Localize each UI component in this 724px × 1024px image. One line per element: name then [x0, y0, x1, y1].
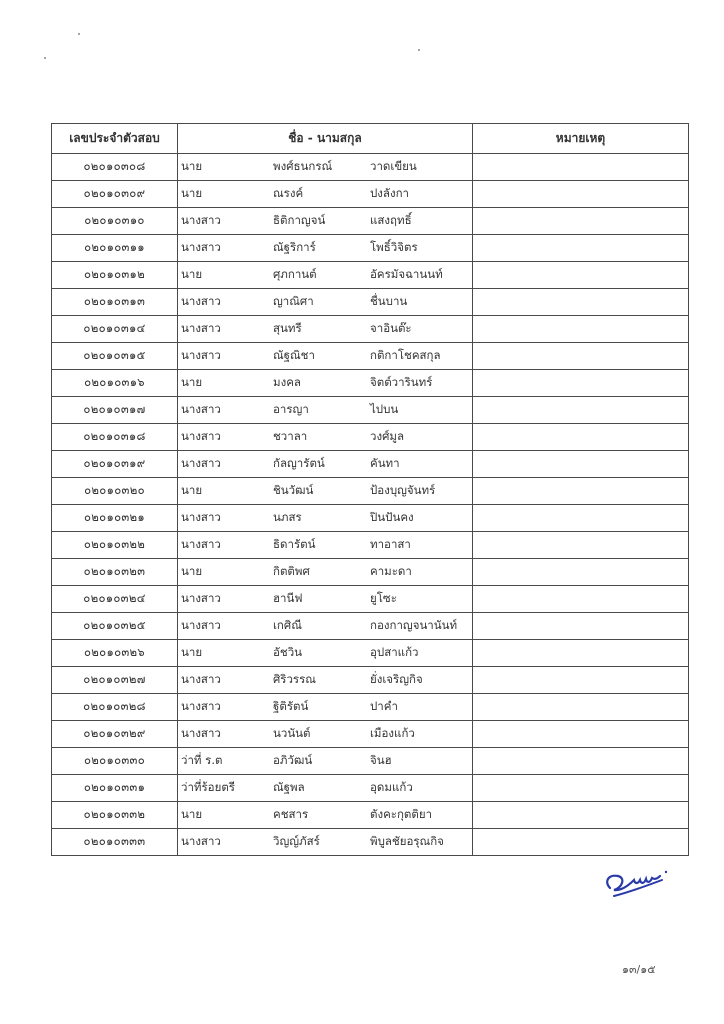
last-name: ปงลังกา	[370, 186, 409, 200]
table-row	[52, 721, 689, 748]
name-cell	[178, 154, 473, 181]
last-name: ป้องบุญจันทร์	[370, 483, 436, 497]
name-cell	[178, 289, 473, 316]
exam-id-cell: ๐๒๐๑๐๓๑๗	[52, 397, 178, 424]
name-title: นางสาว	[181, 402, 221, 416]
last-name: ปาคำ	[370, 699, 398, 713]
remark-cell	[473, 532, 689, 559]
last-name: วาดเขียน	[370, 159, 417, 173]
first-name: ณัฐพล	[273, 780, 305, 794]
first-name: สุนทรี	[273, 321, 302, 335]
name-cell	[178, 613, 473, 640]
last-name: ยูโซะ	[370, 591, 397, 605]
remark-cell	[473, 370, 689, 397]
table-row	[52, 181, 689, 208]
remark-cell	[473, 316, 689, 343]
name-cell	[178, 343, 473, 370]
name-title: นาย	[181, 186, 203, 200]
exam-id-cell: ๐๒๐๑๐๓๒๙	[52, 721, 178, 748]
exam-id-cell: ๐๒๐๑๐๓๒๐	[52, 478, 178, 505]
first-name: ณัฐณิชา	[273, 348, 315, 362]
remark-cell	[473, 424, 689, 451]
name-cell	[178, 235, 473, 262]
name-title: นางสาว	[181, 591, 221, 605]
name-title: ว่าที่ร้อยตรี	[181, 780, 235, 794]
exam-id-cell: ๐๒๐๑๐๓๓๐	[52, 748, 178, 775]
first-name: อารญา	[273, 402, 309, 416]
name-cell	[178, 748, 473, 775]
exam-id-cell: ๐๒๐๑๐๓๑๒	[52, 262, 178, 289]
table-row	[52, 694, 689, 721]
table-row	[52, 775, 689, 802]
last-name: เมืองแก้ว	[370, 726, 415, 740]
table-row	[52, 748, 689, 775]
name-title: นางสาว	[181, 240, 221, 254]
exam-id-cell: ๐๒๐๑๐๓๑๘	[52, 424, 178, 451]
name-title: นางสาว	[181, 456, 221, 470]
exam-id-cell: ๐๒๐๑๐๓๓๑	[52, 775, 178, 802]
remark-cell	[473, 478, 689, 505]
remark-cell	[473, 181, 689, 208]
table-row	[52, 262, 689, 289]
last-name: วงศ์มูล	[370, 429, 405, 443]
first-name: ญาณิศา	[273, 294, 314, 308]
name-cell	[178, 694, 473, 721]
exam-id-cell: ๐๒๐๑๐๓๑๖	[52, 370, 178, 397]
name-title: นาย	[181, 159, 203, 173]
signature	[600, 866, 680, 902]
exam-id-cell: ๐๒๐๑๐๓๒๓	[52, 559, 178, 586]
table-row	[52, 478, 689, 505]
remark-cell	[473, 289, 689, 316]
exam-id-cell: ๐๒๐๑๐๓๒๑	[52, 505, 178, 532]
first-name: วิญญ์ภัสร์	[273, 834, 320, 848]
name-cell	[178, 532, 473, 559]
last-name: อัครมัจฉานนท์	[370, 267, 443, 281]
first-name: ณรงค์	[273, 186, 304, 200]
table-row	[52, 397, 689, 424]
exam-id-cell: ๐๒๐๑๐๓๑๐	[52, 208, 178, 235]
page-number: ๑๓/๑๕	[622, 963, 656, 976]
name-title: นางสาว	[181, 348, 221, 362]
table-row	[52, 613, 689, 640]
scan-speck	[44, 57, 46, 59]
candidate-table	[51, 123, 689, 856]
scan-speck	[418, 49, 420, 51]
exam-id-cell: ๐๒๐๑๐๓๒๔	[52, 586, 178, 613]
exam-id-cell: ๐๒๐๑๐๓๒๘	[52, 694, 178, 721]
last-name: กติกาโชคสกุล	[370, 348, 441, 362]
remark-cell	[473, 505, 689, 532]
name-cell	[178, 667, 473, 694]
exam-id-cell: ๐๒๐๑๐๓๒๖	[52, 640, 178, 667]
last-name: จินฮ	[370, 753, 392, 767]
first-name: อภิวัฒน์	[273, 753, 313, 767]
table-row	[52, 586, 689, 613]
first-name: ฐิติรัตน์	[273, 699, 309, 713]
last-name: คามะดา	[370, 564, 412, 578]
header-remark: หมายเหตุ	[473, 124, 689, 154]
remark-cell	[473, 451, 689, 478]
name-title: นางสาว	[181, 699, 221, 713]
first-name: กิตติพศ	[273, 564, 310, 578]
table-row	[52, 451, 689, 478]
name-cell	[178, 316, 473, 343]
first-name: เกศิณี	[273, 618, 302, 632]
first-name: ชวาลา	[273, 429, 308, 443]
name-cell	[178, 451, 473, 478]
exam-id-cell: ๐๒๐๑๐๓๒๒	[52, 532, 178, 559]
last-name: โพธิ์วิจิตร	[370, 240, 418, 254]
exam-id-cell: ๐๒๐๑๐๓๓๒	[52, 802, 178, 829]
remark-cell	[473, 667, 689, 694]
name-title: นาย	[181, 267, 203, 281]
first-name: ศิริวรรณ	[273, 672, 316, 686]
remark-cell	[473, 721, 689, 748]
name-cell	[178, 829, 473, 856]
remark-cell	[473, 586, 689, 613]
name-cell	[178, 586, 473, 613]
name-cell	[178, 478, 473, 505]
last-name: คันทา	[370, 456, 400, 470]
table-row	[52, 829, 689, 856]
remark-cell	[473, 802, 689, 829]
table-row	[52, 208, 689, 235]
exam-id-cell: ๐๒๐๑๐๓๑๔	[52, 316, 178, 343]
last-name: กองกาญจนานันท์	[370, 618, 458, 632]
name-cell	[178, 802, 473, 829]
last-name: จิตต์วารินทร์	[370, 375, 433, 389]
exam-id-cell: ๐๒๐๑๐๓๑๑	[52, 235, 178, 262]
name-title: นาย	[181, 807, 203, 821]
table-row	[52, 370, 689, 397]
remark-cell	[473, 262, 689, 289]
remark-cell	[473, 694, 689, 721]
last-name: แสงฤทธิ์	[370, 213, 412, 227]
exam-id-cell: ๐๒๐๑๐๓๓๓	[52, 829, 178, 856]
name-cell	[178, 424, 473, 451]
table-row	[52, 532, 689, 559]
scan-speck	[78, 33, 80, 35]
name-cell	[178, 559, 473, 586]
last-name: พิบูลชัยอรุณกิจ	[370, 834, 444, 848]
table-row	[52, 289, 689, 316]
name-cell	[178, 262, 473, 289]
remark-cell	[473, 559, 689, 586]
first-name: ธิติกาญจน์	[273, 213, 326, 227]
last-name: ตังคะกุตติยา	[370, 807, 433, 821]
last-name: จาอินต๊ะ	[370, 321, 412, 335]
name-cell	[178, 505, 473, 532]
first-name: นวนันต์	[273, 726, 311, 740]
first-name: ณัฐริการ์	[273, 240, 316, 254]
exam-id-cell: ๐๒๐๑๐๓๐๙	[52, 181, 178, 208]
exam-id-cell: ๐๒๐๑๐๓๑๓	[52, 289, 178, 316]
remark-cell	[473, 613, 689, 640]
last-name: ทาอาสา	[370, 537, 411, 551]
exam-id-cell: ๐๒๐๑๐๓๑๙	[52, 451, 178, 478]
header-name: ชื่อ - นามสกุล	[178, 124, 473, 154]
first-name: ชินวัฒน์	[273, 483, 314, 497]
last-name: ยั่งเจริญกิจ	[370, 672, 423, 686]
first-name: อัชวิน	[273, 645, 303, 659]
remark-cell	[473, 748, 689, 775]
last-name: ปินปันคง	[370, 510, 414, 524]
table-row	[52, 559, 689, 586]
name-title: นางสาว	[181, 726, 221, 740]
exam-id-cell: ๐๒๐๑๐๓๒๗	[52, 667, 178, 694]
table-row	[52, 667, 689, 694]
name-title: นาย	[181, 564, 203, 578]
name-cell	[178, 370, 473, 397]
first-name: กัลญารัตน์	[273, 456, 325, 470]
remark-cell	[473, 154, 689, 181]
name-title: นาย	[181, 483, 203, 497]
remark-cell	[473, 235, 689, 262]
name-title: นางสาว	[181, 672, 221, 686]
name-title: นางสาว	[181, 537, 221, 551]
name-title: ว่าที่ ร.ต	[181, 753, 223, 767]
table-header-row	[52, 124, 689, 154]
first-name: ศุภกานต์	[273, 267, 317, 281]
last-name: อุดมแก้ว	[370, 780, 413, 794]
exam-id-cell: ๐๒๐๑๐๓๒๕	[52, 613, 178, 640]
last-name: ไปบน	[370, 402, 399, 416]
exam-id-cell: ๐๒๐๑๐๓๑๕	[52, 343, 178, 370]
name-cell	[178, 208, 473, 235]
name-title: นางสาว	[181, 429, 221, 443]
name-title: นาย	[181, 645, 203, 659]
name-cell	[178, 640, 473, 667]
table-row	[52, 424, 689, 451]
name-title: นางสาว	[181, 834, 221, 848]
remark-cell	[473, 640, 689, 667]
table-row	[52, 505, 689, 532]
name-title: นางสาว	[181, 510, 221, 524]
name-title: นางสาว	[181, 321, 221, 335]
remark-cell	[473, 829, 689, 856]
exam-id-cell: ๐๒๐๑๐๓๐๘	[52, 154, 178, 181]
name-title: นาย	[181, 375, 203, 389]
first-name: มงคล	[273, 375, 301, 389]
last-name: ชื่นบาน	[370, 294, 408, 308]
table-row	[52, 154, 689, 181]
name-title: นางสาว	[181, 294, 221, 308]
table-row	[52, 235, 689, 262]
name-title: นางสาว	[181, 618, 221, 632]
first-name: ฮานีฟ	[273, 591, 303, 605]
name-title: นางสาว	[181, 213, 221, 227]
first-name: พงศ์ธนกรณ์	[273, 159, 333, 173]
name-cell	[178, 397, 473, 424]
name-cell	[178, 181, 473, 208]
table-row	[52, 802, 689, 829]
first-name: คชสาร	[273, 807, 309, 821]
table-row	[52, 640, 689, 667]
first-name: ธิดารัตน์	[273, 537, 316, 551]
table-row	[52, 316, 689, 343]
name-cell	[178, 721, 473, 748]
name-cell	[178, 775, 473, 802]
remark-cell	[473, 397, 689, 424]
last-name: อุปสาแก้ว	[370, 645, 419, 659]
remark-cell	[473, 775, 689, 802]
header-exam-id: เลขประจำตัวสอบ	[52, 124, 178, 154]
first-name: นภสร	[273, 510, 302, 524]
remark-cell	[473, 343, 689, 370]
remark-cell	[473, 208, 689, 235]
table-row	[52, 343, 689, 370]
